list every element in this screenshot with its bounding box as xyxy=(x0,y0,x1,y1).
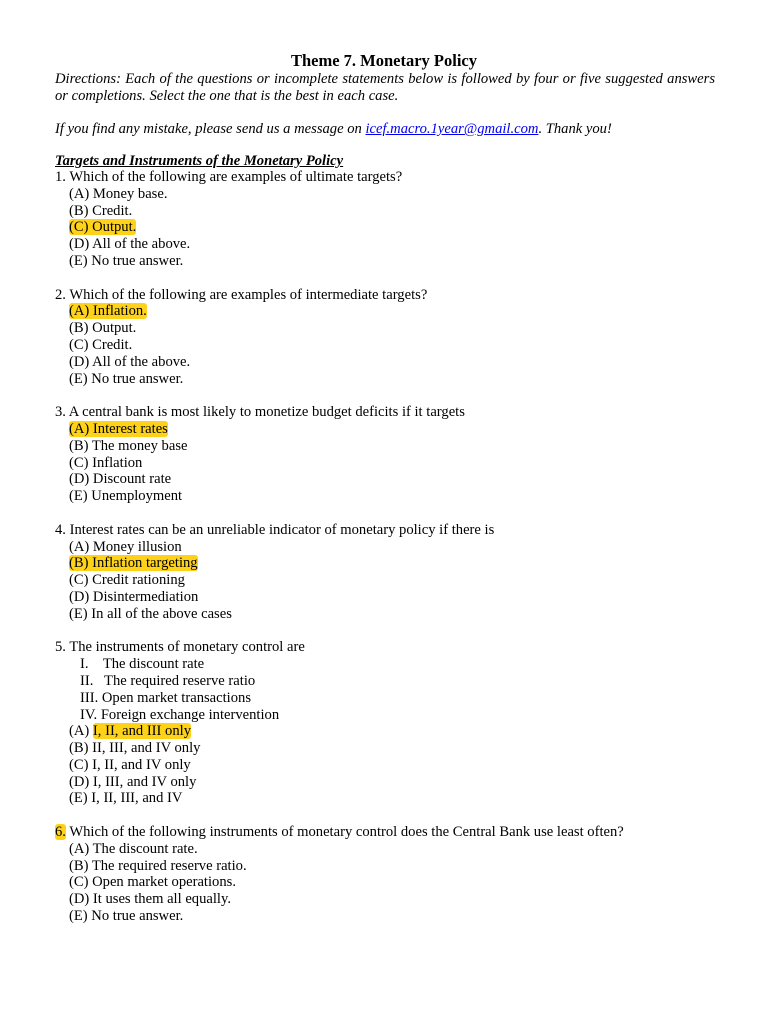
directions-text: : Each of the questions or incomplete statements below is followed by four or five suggested answers or completions. Select the one that is the best in each case. xyxy=(55,71,715,104)
mistake-prefix: If you find any mistake, please send us a message on xyxy=(55,121,366,137)
option-a-highlighted xyxy=(55,421,735,438)
question-text: A central bank is most likely to monetize budget deficits if it targets xyxy=(68,404,465,421)
option-text: (E) No true answer. xyxy=(69,370,184,387)
option-b xyxy=(55,320,735,337)
option-c xyxy=(55,455,735,472)
option-d xyxy=(55,354,735,371)
option-b xyxy=(55,740,735,757)
option-label: (A) xyxy=(69,723,93,740)
question-text: Which of the following are examples of intermediate targets? xyxy=(69,286,428,303)
option-b-highlighted xyxy=(55,555,735,572)
option-text: (B) Credit. xyxy=(69,202,133,219)
roman-item-text: II. The required reserve ratio xyxy=(80,672,256,689)
question-6 xyxy=(55,824,735,925)
question-3 xyxy=(55,404,735,505)
question-stem xyxy=(55,824,735,841)
option-text: (A) The discount rate. xyxy=(69,840,198,857)
option-c-highlighted xyxy=(55,219,735,236)
option-text: (A) Money base. xyxy=(69,185,168,202)
question-stem xyxy=(55,639,735,656)
option-d xyxy=(55,891,735,908)
option-d xyxy=(55,589,735,606)
option-a xyxy=(55,841,735,858)
highlighted-answer: (A) Interest rates xyxy=(69,420,168,437)
option-c xyxy=(55,757,735,774)
directions-paragraph xyxy=(55,71,715,105)
question-text: Which of the following instruments of monetary control does the Central Bank use least often? xyxy=(69,824,624,841)
question-text: The instruments of monetary control are xyxy=(69,639,305,656)
question-4 xyxy=(55,522,735,623)
roman-item-2 xyxy=(55,673,735,690)
option-text: (B) The money base xyxy=(69,437,188,454)
option-text: (D) Discount rate xyxy=(69,471,172,488)
question-1 xyxy=(55,169,735,270)
highlighted-answer: (A) Inflation. xyxy=(69,303,147,320)
option-a-highlighted xyxy=(55,303,735,320)
section-heading: Targets and Instruments of the Monetary Policy xyxy=(55,153,344,169)
option-text: (E) No true answer. xyxy=(69,908,184,925)
question-text: Interest rates can be an unreliable indicator of monetary policy if there is xyxy=(69,521,495,538)
question-stem xyxy=(55,404,735,421)
question-list xyxy=(55,169,735,942)
option-text: (B) II, III, and IV only xyxy=(69,740,201,757)
option-text: (D) All of the above. xyxy=(69,236,191,253)
option-text: (D) I, III, and IV only xyxy=(69,773,197,790)
option-a-highlighted xyxy=(55,723,735,740)
mistake-suffix: . Thank you! xyxy=(538,121,612,137)
option-text: (E) Unemployment xyxy=(69,488,183,505)
email-link[interactable]: icef.macro.1year@gmail.com xyxy=(365,121,539,137)
option-text: (C) Inflation xyxy=(69,454,143,471)
option-c xyxy=(55,572,735,589)
option-text: (D) It uses them all equally. xyxy=(69,891,231,908)
question-5 xyxy=(55,639,735,807)
option-c xyxy=(55,337,735,354)
option-text: (E) In all of the above cases xyxy=(69,605,232,622)
question-number: 5. xyxy=(55,639,66,656)
option-e xyxy=(55,908,735,925)
option-a xyxy=(55,539,735,556)
option-text: (A) Money illusion xyxy=(69,538,182,555)
highlighted-answer: (C) Output. xyxy=(69,219,137,236)
question-number: 4. xyxy=(55,521,66,538)
question-stem xyxy=(55,169,735,186)
question-stem xyxy=(55,287,735,304)
highlighted-answer: (B) Inflation targeting xyxy=(69,555,198,572)
mistake-notice xyxy=(55,121,715,138)
option-e xyxy=(55,253,735,270)
question-number: 2. xyxy=(55,286,66,303)
option-e xyxy=(55,606,735,623)
option-e xyxy=(55,371,735,388)
option-b xyxy=(55,438,735,455)
option-text: (C) Credit. xyxy=(69,336,133,353)
question-number: 3. xyxy=(55,404,66,421)
option-text: (E) I, II, III, and IV xyxy=(69,790,183,807)
roman-item-3 xyxy=(55,690,735,707)
question-number: 1. xyxy=(55,169,66,185)
option-b xyxy=(55,203,735,220)
option-c xyxy=(55,874,735,891)
option-text: (C) I, II, and IV only xyxy=(69,756,191,773)
roman-item-1 xyxy=(55,656,735,673)
roman-item-4 xyxy=(55,707,735,724)
option-text: (C) Credit rationing xyxy=(69,572,185,589)
option-text: (C) Open market operations. xyxy=(69,874,236,891)
option-text: (B) The required reserve ratio. xyxy=(69,857,247,874)
option-d xyxy=(55,236,735,253)
roman-item-text: IV. Foreign exchange intervention xyxy=(80,706,280,723)
question-stem xyxy=(55,522,735,539)
question-2 xyxy=(55,287,735,388)
roman-item-text: III. Open market transactions xyxy=(80,689,252,706)
option-e xyxy=(55,790,735,807)
option-text: (D) All of the above. xyxy=(69,353,191,370)
highlighted-answer: I, II, and III only xyxy=(92,723,191,740)
highlighted-question-number: 6. xyxy=(55,824,66,841)
option-d xyxy=(55,774,735,791)
option-a xyxy=(55,186,735,203)
roman-item-text: I. The discount rate xyxy=(80,656,205,673)
option-e xyxy=(55,488,735,505)
question-text: Which of the following are examples of ultimate targets? xyxy=(69,169,403,185)
document-title: Theme 7. Monetary Policy xyxy=(290,51,478,70)
option-text: (D) Disintermediation xyxy=(69,588,199,605)
option-b xyxy=(55,858,735,875)
option-text: (E) No true answer. xyxy=(69,252,184,269)
option-text: (B) Output. xyxy=(69,320,137,337)
directions-label: Directions xyxy=(55,71,117,87)
option-d xyxy=(55,471,735,488)
